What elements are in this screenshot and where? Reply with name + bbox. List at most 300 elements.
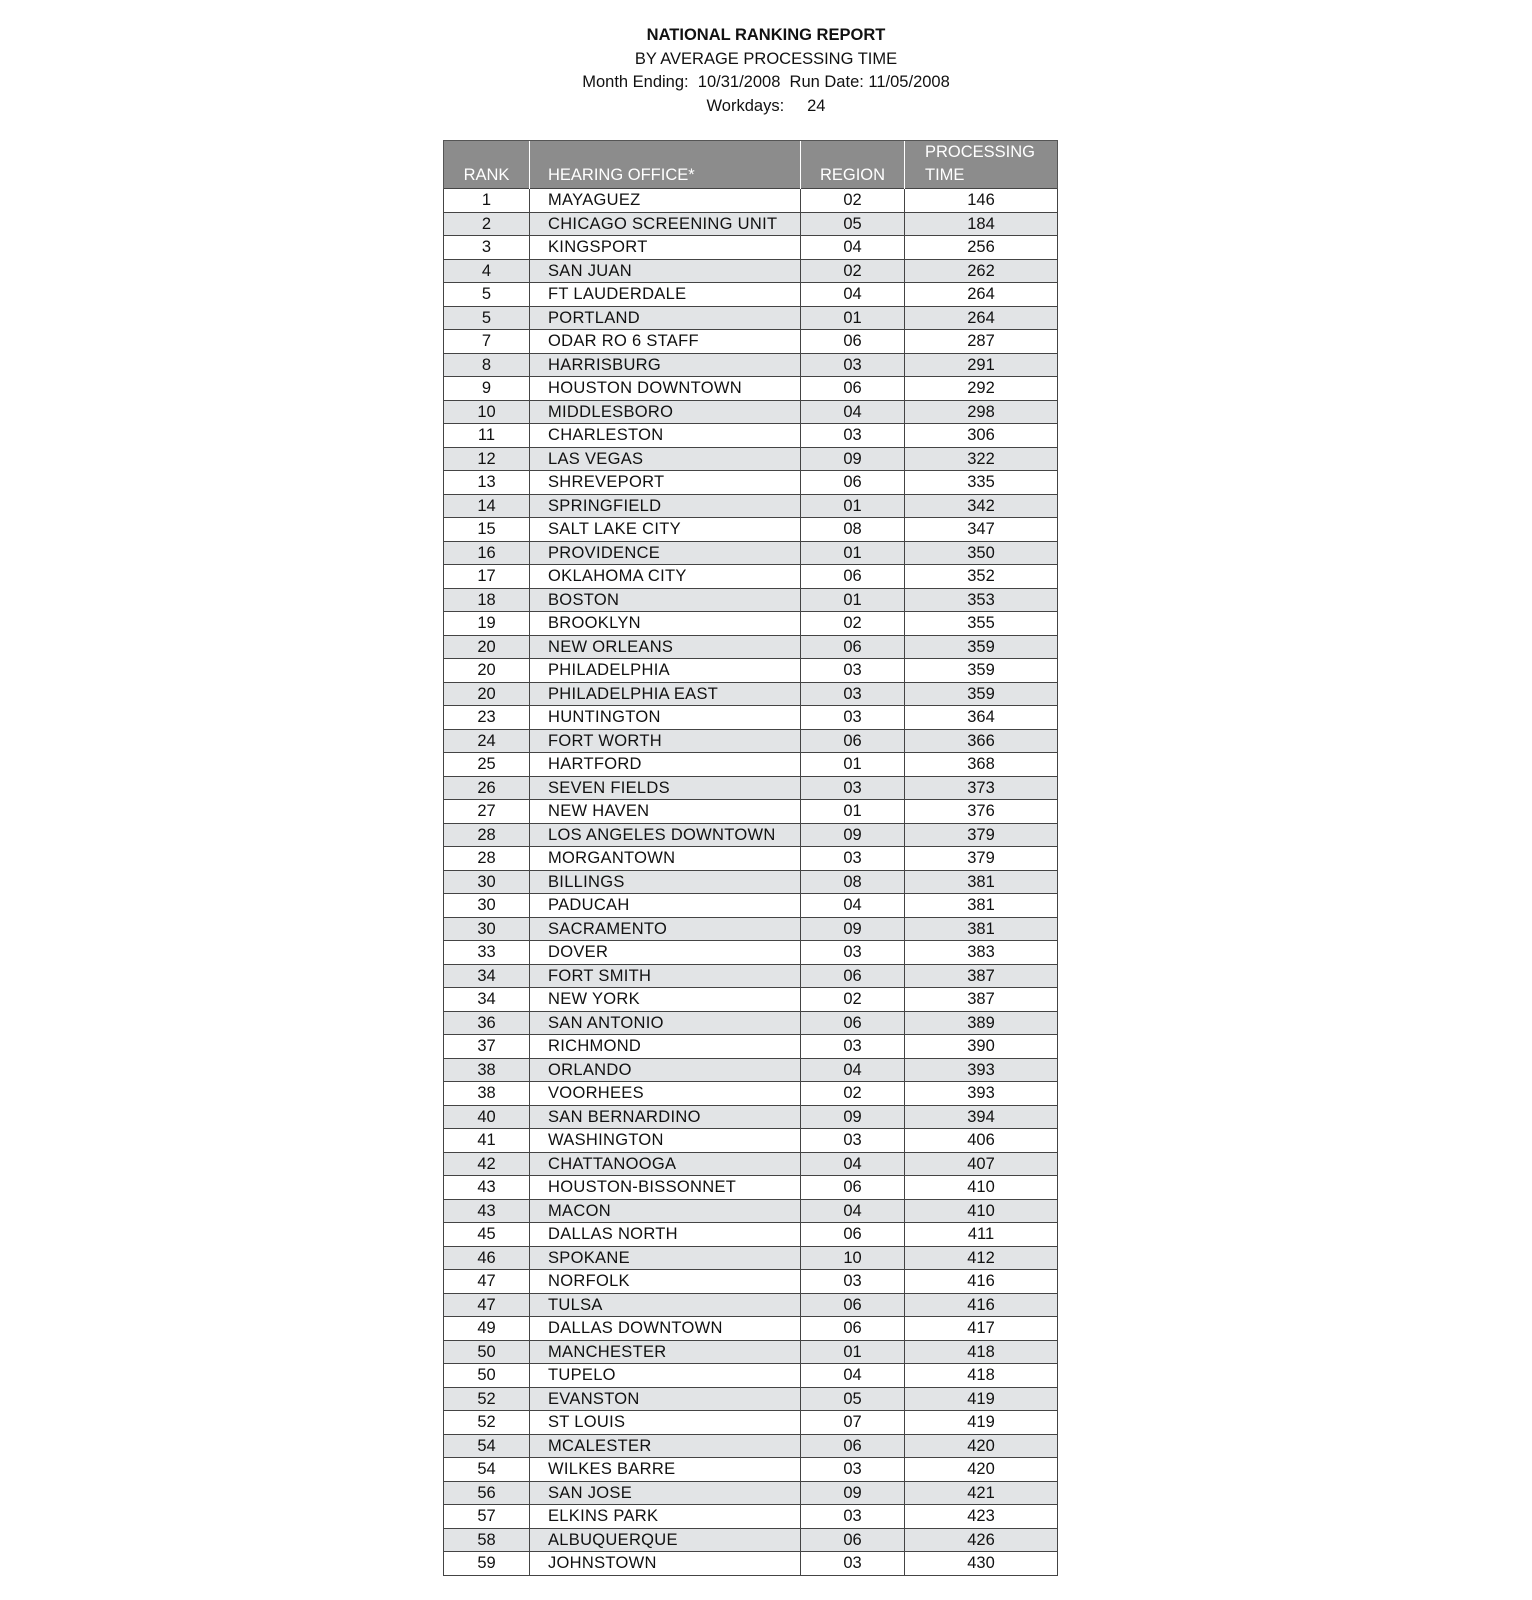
table-row [444, 776, 1058, 800]
processing-time-cell: 355 [905, 612, 1058, 636]
processing-time-cell: 352 [905, 565, 1058, 589]
ranking-table-body [444, 189, 1058, 1576]
table-row [444, 447, 1058, 471]
hearing-office-cell: SPOKANE [530, 1246, 801, 1270]
hearing-office-cell: KINGSPORT [530, 236, 801, 260]
region-cell: 02 [801, 612, 905, 636]
rank-cell: 5 [444, 283, 530, 307]
hearing-office-cell: LOS ANGELES DOWNTOWN [530, 823, 801, 847]
region-cell: 03 [801, 847, 905, 871]
hearing-office-cell: SEVEN FIELDS [530, 776, 801, 800]
region-cell: 03 [801, 682, 905, 706]
table-row [444, 1223, 1058, 1247]
processing-time-cell: 364 [905, 706, 1058, 730]
hearing-office-cell: LAS VEGAS [530, 447, 801, 471]
processing-time-cell: 423 [905, 1505, 1058, 1529]
hearing-office-cell: PORTLAND [530, 306, 801, 330]
processing-time-cell: 379 [905, 847, 1058, 871]
rank-cell: 3 [444, 236, 530, 260]
hearing-office-cell: PROVIDENCE [530, 541, 801, 565]
region-cell: 09 [801, 447, 905, 471]
table-row [444, 565, 1058, 589]
processing-time-cell: 411 [905, 1223, 1058, 1247]
table-row [444, 729, 1058, 753]
processing-time-cell: 366 [905, 729, 1058, 753]
hearing-office-cell: MACON [530, 1199, 801, 1223]
region-cell: 03 [801, 1458, 905, 1482]
processing-time-cell: 390 [905, 1035, 1058, 1059]
table-row [444, 1434, 1058, 1458]
table-row [444, 1552, 1058, 1576]
region-cell: 01 [801, 753, 905, 777]
table-row [444, 1246, 1058, 1270]
processing-time-cell: 335 [905, 471, 1058, 495]
processing-time-cell: 264 [905, 306, 1058, 330]
region-cell: 09 [801, 1105, 905, 1129]
hearing-office-cell: MORGANTOWN [530, 847, 801, 871]
region-cell: 04 [801, 1199, 905, 1223]
rank-cell: 33 [444, 941, 530, 965]
table-row [444, 941, 1058, 965]
rank-cell: 38 [444, 1058, 530, 1082]
processing-time-cell: 373 [905, 776, 1058, 800]
region-cell: 06 [801, 1011, 905, 1035]
hearing-office-cell: CHICAGO SCREENING UNIT [530, 212, 801, 236]
table-row [444, 988, 1058, 1012]
rank-cell: 20 [444, 635, 530, 659]
rank-cell: 14 [444, 494, 530, 518]
column-header-rank: RANK [444, 141, 530, 189]
column-header-processing-time-line1: PROCESSING [925, 143, 1036, 161]
rank-cell: 38 [444, 1082, 530, 1106]
processing-time-cell: 381 [905, 894, 1058, 918]
region-cell: 03 [801, 776, 905, 800]
hearing-office-cell: PHILADELPHIA [530, 659, 801, 683]
rank-cell: 23 [444, 706, 530, 730]
table-row [444, 1411, 1058, 1435]
rank-cell: 26 [444, 776, 530, 800]
processing-time-cell: 350 [905, 541, 1058, 565]
table-row [444, 659, 1058, 683]
hearing-office-cell: NORFOLK [530, 1270, 801, 1294]
rank-cell: 30 [444, 870, 530, 894]
region-cell: 08 [801, 518, 905, 542]
rank-cell: 52 [444, 1411, 530, 1435]
processing-time-cell: 376 [905, 800, 1058, 824]
table-row [444, 518, 1058, 542]
region-cell: 01 [801, 541, 905, 565]
rank-cell: 24 [444, 729, 530, 753]
processing-time-cell: 389 [905, 1011, 1058, 1035]
hearing-office-cell: FT LAUDERDALE [530, 283, 801, 307]
region-cell: 01 [801, 800, 905, 824]
processing-time-cell: 421 [905, 1481, 1058, 1505]
processing-time-cell: 426 [905, 1528, 1058, 1552]
rank-cell: 58 [444, 1528, 530, 1552]
table-row [444, 1082, 1058, 1106]
region-cell: 05 [801, 212, 905, 236]
processing-time-cell: 359 [905, 659, 1058, 683]
region-cell: 06 [801, 1528, 905, 1552]
hearing-office-cell: MIDDLESBORO [530, 400, 801, 424]
processing-time-cell: 418 [905, 1340, 1058, 1364]
rank-cell: 27 [444, 800, 530, 824]
table-row [444, 471, 1058, 495]
rank-cell: 17 [444, 565, 530, 589]
hearing-office-cell: SAN JOSE [530, 1481, 801, 1505]
rank-cell: 46 [444, 1246, 530, 1270]
hearing-office-cell: ST LOUIS [530, 1411, 801, 1435]
processing-time-cell: 381 [905, 917, 1058, 941]
ranking-table [443, 140, 1058, 1576]
rank-cell: 40 [444, 1105, 530, 1129]
processing-time-cell: 256 [905, 236, 1058, 260]
processing-time-cell: 394 [905, 1105, 1058, 1129]
rank-cell: 25 [444, 753, 530, 777]
rank-cell: 34 [444, 964, 530, 988]
report-workdays: Workdays: 24 [706, 96, 826, 115]
region-cell: 03 [801, 353, 905, 377]
hearing-office-cell: CHATTANOOGA [530, 1152, 801, 1176]
hearing-office-cell: PHILADELPHIA EAST [530, 682, 801, 706]
hearing-office-cell: MAYAGUEZ [530, 189, 801, 213]
processing-time-cell: 430 [905, 1552, 1058, 1576]
processing-time-cell: 410 [905, 1199, 1058, 1223]
rank-cell: 20 [444, 659, 530, 683]
rank-cell: 12 [444, 447, 530, 471]
table-row [444, 682, 1058, 706]
region-cell: 04 [801, 236, 905, 260]
rank-cell: 52 [444, 1387, 530, 1411]
region-cell: 05 [801, 1387, 905, 1411]
rank-cell: 13 [444, 471, 530, 495]
region-cell: 03 [801, 941, 905, 965]
region-cell: 08 [801, 870, 905, 894]
processing-time-cell: 262 [905, 259, 1058, 283]
processing-time-cell: 410 [905, 1176, 1058, 1200]
rank-cell: 50 [444, 1340, 530, 1364]
rank-cell: 57 [444, 1505, 530, 1529]
table-row [444, 1317, 1058, 1341]
rank-cell: 5 [444, 306, 530, 330]
rank-cell: 9 [444, 377, 530, 401]
rank-cell: 50 [444, 1364, 530, 1388]
rank-cell: 28 [444, 823, 530, 847]
rank-cell: 42 [444, 1152, 530, 1176]
processing-time-cell: 264 [905, 283, 1058, 307]
hearing-office-cell: ELKINS PARK [530, 1505, 801, 1529]
rank-cell: 10 [444, 400, 530, 424]
region-cell: 09 [801, 1481, 905, 1505]
processing-time-cell: 353 [905, 588, 1058, 612]
rank-cell: 20 [444, 682, 530, 706]
processing-time-cell: 146 [905, 189, 1058, 213]
table-row [444, 1129, 1058, 1153]
rank-cell: 54 [444, 1434, 530, 1458]
region-cell: 03 [801, 1129, 905, 1153]
table-row [444, 353, 1058, 377]
hearing-office-cell: HOUSTON DOWNTOWN [530, 377, 801, 401]
region-cell: 06 [801, 1293, 905, 1317]
rank-cell: 56 [444, 1481, 530, 1505]
table-row [444, 1293, 1058, 1317]
region-cell: 03 [801, 706, 905, 730]
processing-time-cell: 383 [905, 941, 1058, 965]
hearing-office-cell: PADUCAH [530, 894, 801, 918]
rank-cell: 54 [444, 1458, 530, 1482]
hearing-office-cell: HOUSTON-BISSONNET [530, 1176, 801, 1200]
processing-time-cell: 387 [905, 988, 1058, 1012]
rank-cell: 2 [444, 212, 530, 236]
hearing-office-cell: SAN BERNARDINO [530, 1105, 801, 1129]
region-cell: 03 [801, 1505, 905, 1529]
table-row [444, 1011, 1058, 1035]
processing-time-cell: 419 [905, 1387, 1058, 1411]
hearing-office-cell: JOHNSTOWN [530, 1552, 801, 1576]
rank-cell: 18 [444, 588, 530, 612]
table-row [444, 1199, 1058, 1223]
rank-cell: 15 [444, 518, 530, 542]
region-cell: 04 [801, 894, 905, 918]
hearing-office-cell: CHARLESTON [530, 424, 801, 448]
rank-cell: 43 [444, 1199, 530, 1223]
table-row [444, 800, 1058, 824]
hearing-office-cell: FORT SMITH [530, 964, 801, 988]
table-row [444, 1340, 1058, 1364]
processing-time-cell: 368 [905, 753, 1058, 777]
table-row [444, 823, 1058, 847]
region-cell: 09 [801, 823, 905, 847]
region-cell: 04 [801, 1152, 905, 1176]
rank-cell: 4 [444, 259, 530, 283]
table-row [444, 189, 1058, 213]
region-cell: 06 [801, 1434, 905, 1458]
rank-cell: 43 [444, 1176, 530, 1200]
table-row [444, 753, 1058, 777]
processing-time-cell: 406 [905, 1129, 1058, 1153]
hearing-office-cell: HUNTINGTON [530, 706, 801, 730]
region-cell: 01 [801, 588, 905, 612]
table-row [444, 494, 1058, 518]
region-cell: 01 [801, 494, 905, 518]
processing-time-cell: 359 [905, 682, 1058, 706]
table-row [444, 1481, 1058, 1505]
processing-time-cell: 291 [905, 353, 1058, 377]
hearing-office-cell: FORT WORTH [530, 729, 801, 753]
rank-cell: 45 [444, 1223, 530, 1247]
processing-time-cell: 306 [905, 424, 1058, 448]
processing-time-cell: 322 [905, 447, 1058, 471]
table-row [444, 424, 1058, 448]
column-header-hearing-office: HEARING OFFICE* [530, 141, 801, 189]
processing-time-cell: 407 [905, 1152, 1058, 1176]
hearing-office-cell: ODAR RO 6 STAFF [530, 330, 801, 354]
column-header-processing-time-line2: TIME [925, 166, 965, 184]
hearing-office-cell: NEW ORLEANS [530, 635, 801, 659]
region-cell: 06 [801, 1176, 905, 1200]
table-row [444, 1152, 1058, 1176]
region-cell: 10 [801, 1246, 905, 1270]
table-row [444, 1458, 1058, 1482]
processing-time-cell: 298 [905, 400, 1058, 424]
region-cell: 06 [801, 377, 905, 401]
hearing-office-cell: TUPELO [530, 1364, 801, 1388]
hearing-office-cell: BILLINGS [530, 870, 801, 894]
region-cell: 03 [801, 1552, 905, 1576]
rank-cell: 19 [444, 612, 530, 636]
column-header-region: REGION [801, 141, 905, 189]
rank-cell: 30 [444, 917, 530, 941]
table-row [444, 847, 1058, 871]
hearing-office-cell: BROOKLYN [530, 612, 801, 636]
hearing-office-cell: HARRISBURG [530, 353, 801, 377]
processing-time-cell: 418 [905, 1364, 1058, 1388]
hearing-office-cell: WILKES BARRE [530, 1458, 801, 1482]
region-cell: 01 [801, 306, 905, 330]
region-cell: 03 [801, 659, 905, 683]
rank-cell: 47 [444, 1270, 530, 1294]
region-cell: 07 [801, 1411, 905, 1435]
processing-time-cell: 292 [905, 377, 1058, 401]
processing-time-cell: 381 [905, 870, 1058, 894]
column-header-processing-time [905, 141, 1058, 189]
region-cell: 06 [801, 565, 905, 589]
hearing-office-cell: BOSTON [530, 588, 801, 612]
rank-cell: 49 [444, 1317, 530, 1341]
region-cell: 04 [801, 1364, 905, 1388]
hearing-office-cell: NEW YORK [530, 988, 801, 1012]
hearing-office-cell: TULSA [530, 1293, 801, 1317]
region-cell: 03 [801, 1035, 905, 1059]
hearing-office-cell: DOVER [530, 941, 801, 965]
region-cell: 09 [801, 917, 905, 941]
rank-cell: 36 [444, 1011, 530, 1035]
report-subtitle: BY AVERAGE PROCESSING TIME [634, 49, 898, 68]
table-row [444, 1058, 1058, 1082]
table-row [444, 236, 1058, 260]
rank-cell: 41 [444, 1129, 530, 1153]
table-row [444, 1505, 1058, 1529]
report-header [0, 24, 1532, 118]
table-row [444, 588, 1058, 612]
table-row [444, 1105, 1058, 1129]
rank-cell: 7 [444, 330, 530, 354]
rank-cell: 37 [444, 1035, 530, 1059]
hearing-office-cell: SACRAMENTO [530, 917, 801, 941]
hearing-office-cell: ALBUQUERQUE [530, 1528, 801, 1552]
region-cell: 06 [801, 635, 905, 659]
hearing-office-cell: MCALESTER [530, 1434, 801, 1458]
table-row [444, 283, 1058, 307]
processing-time-cell: 393 [905, 1058, 1058, 1082]
region-cell: 02 [801, 988, 905, 1012]
processing-time-cell: 417 [905, 1317, 1058, 1341]
hearing-office-cell: NEW HAVEN [530, 800, 801, 824]
table-row [444, 706, 1058, 730]
region-cell: 06 [801, 1223, 905, 1247]
processing-time-cell: 412 [905, 1246, 1058, 1270]
table-row [444, 964, 1058, 988]
processing-time-cell: 420 [905, 1458, 1058, 1482]
hearing-office-cell: WASHINGTON [530, 1129, 801, 1153]
hearing-office-cell: HARTFORD [530, 753, 801, 777]
hearing-office-cell: SAN JUAN [530, 259, 801, 283]
hearing-office-cell: ORLANDO [530, 1058, 801, 1082]
processing-time-cell: 393 [905, 1082, 1058, 1106]
processing-time-cell: 184 [905, 212, 1058, 236]
hearing-office-cell: MANCHESTER [530, 1340, 801, 1364]
table-row [444, 612, 1058, 636]
region-cell: 02 [801, 189, 905, 213]
processing-time-cell: 416 [905, 1270, 1058, 1294]
processing-time-cell: 416 [905, 1293, 1058, 1317]
table-row [444, 1528, 1058, 1552]
processing-time-cell: 342 [905, 494, 1058, 518]
table-row [444, 330, 1058, 354]
region-cell: 06 [801, 729, 905, 753]
rank-cell: 1 [444, 189, 530, 213]
region-cell: 02 [801, 259, 905, 283]
processing-time-cell: 347 [905, 518, 1058, 542]
region-cell: 04 [801, 400, 905, 424]
table-row [444, 1364, 1058, 1388]
table-row [444, 1270, 1058, 1294]
region-cell: 03 [801, 1270, 905, 1294]
report-dates: Month Ending: 10/31/2008 Run Date: 11/05/2008 [582, 73, 950, 91]
rank-cell: 11 [444, 424, 530, 448]
hearing-office-cell: RICHMOND [530, 1035, 801, 1059]
region-cell: 01 [801, 1340, 905, 1364]
table-row [444, 894, 1058, 918]
hearing-office-cell: EVANSTON [530, 1387, 801, 1411]
region-cell: 06 [801, 330, 905, 354]
table-row [444, 259, 1058, 283]
table-row [444, 635, 1058, 659]
table-header-row [444, 141, 1058, 189]
hearing-office-cell: SALT LAKE CITY [530, 518, 801, 542]
table-row [444, 1176, 1058, 1200]
table-row [444, 212, 1058, 236]
hearing-office-cell: DALLAS DOWNTOWN [530, 1317, 801, 1341]
processing-time-cell: 420 [905, 1434, 1058, 1458]
region-cell: 04 [801, 1058, 905, 1082]
region-cell: 06 [801, 964, 905, 988]
processing-time-cell: 387 [905, 964, 1058, 988]
table-row [444, 870, 1058, 894]
hearing-office-cell: DALLAS NORTH [530, 1223, 801, 1247]
rank-cell: 34 [444, 988, 530, 1012]
rank-cell: 59 [444, 1552, 530, 1576]
table-row [444, 1387, 1058, 1411]
table-row [444, 306, 1058, 330]
table-row [444, 541, 1058, 565]
rank-cell: 47 [444, 1293, 530, 1317]
table-row [444, 1035, 1058, 1059]
hearing-office-cell: VOORHEES [530, 1082, 801, 1106]
processing-time-cell: 419 [905, 1411, 1058, 1435]
hearing-office-cell: OKLAHOMA CITY [530, 565, 801, 589]
table-row [444, 400, 1058, 424]
hearing-office-cell: SAN ANTONIO [530, 1011, 801, 1035]
processing-time-cell: 287 [905, 330, 1058, 354]
hearing-office-cell: SHREVEPORT [530, 471, 801, 495]
table-row [444, 917, 1058, 941]
region-cell: 03 [801, 424, 905, 448]
rank-cell: 8 [444, 353, 530, 377]
processing-time-cell: 359 [905, 635, 1058, 659]
report-title: NATIONAL RANKING REPORT [646, 26, 886, 44]
region-cell: 04 [801, 283, 905, 307]
